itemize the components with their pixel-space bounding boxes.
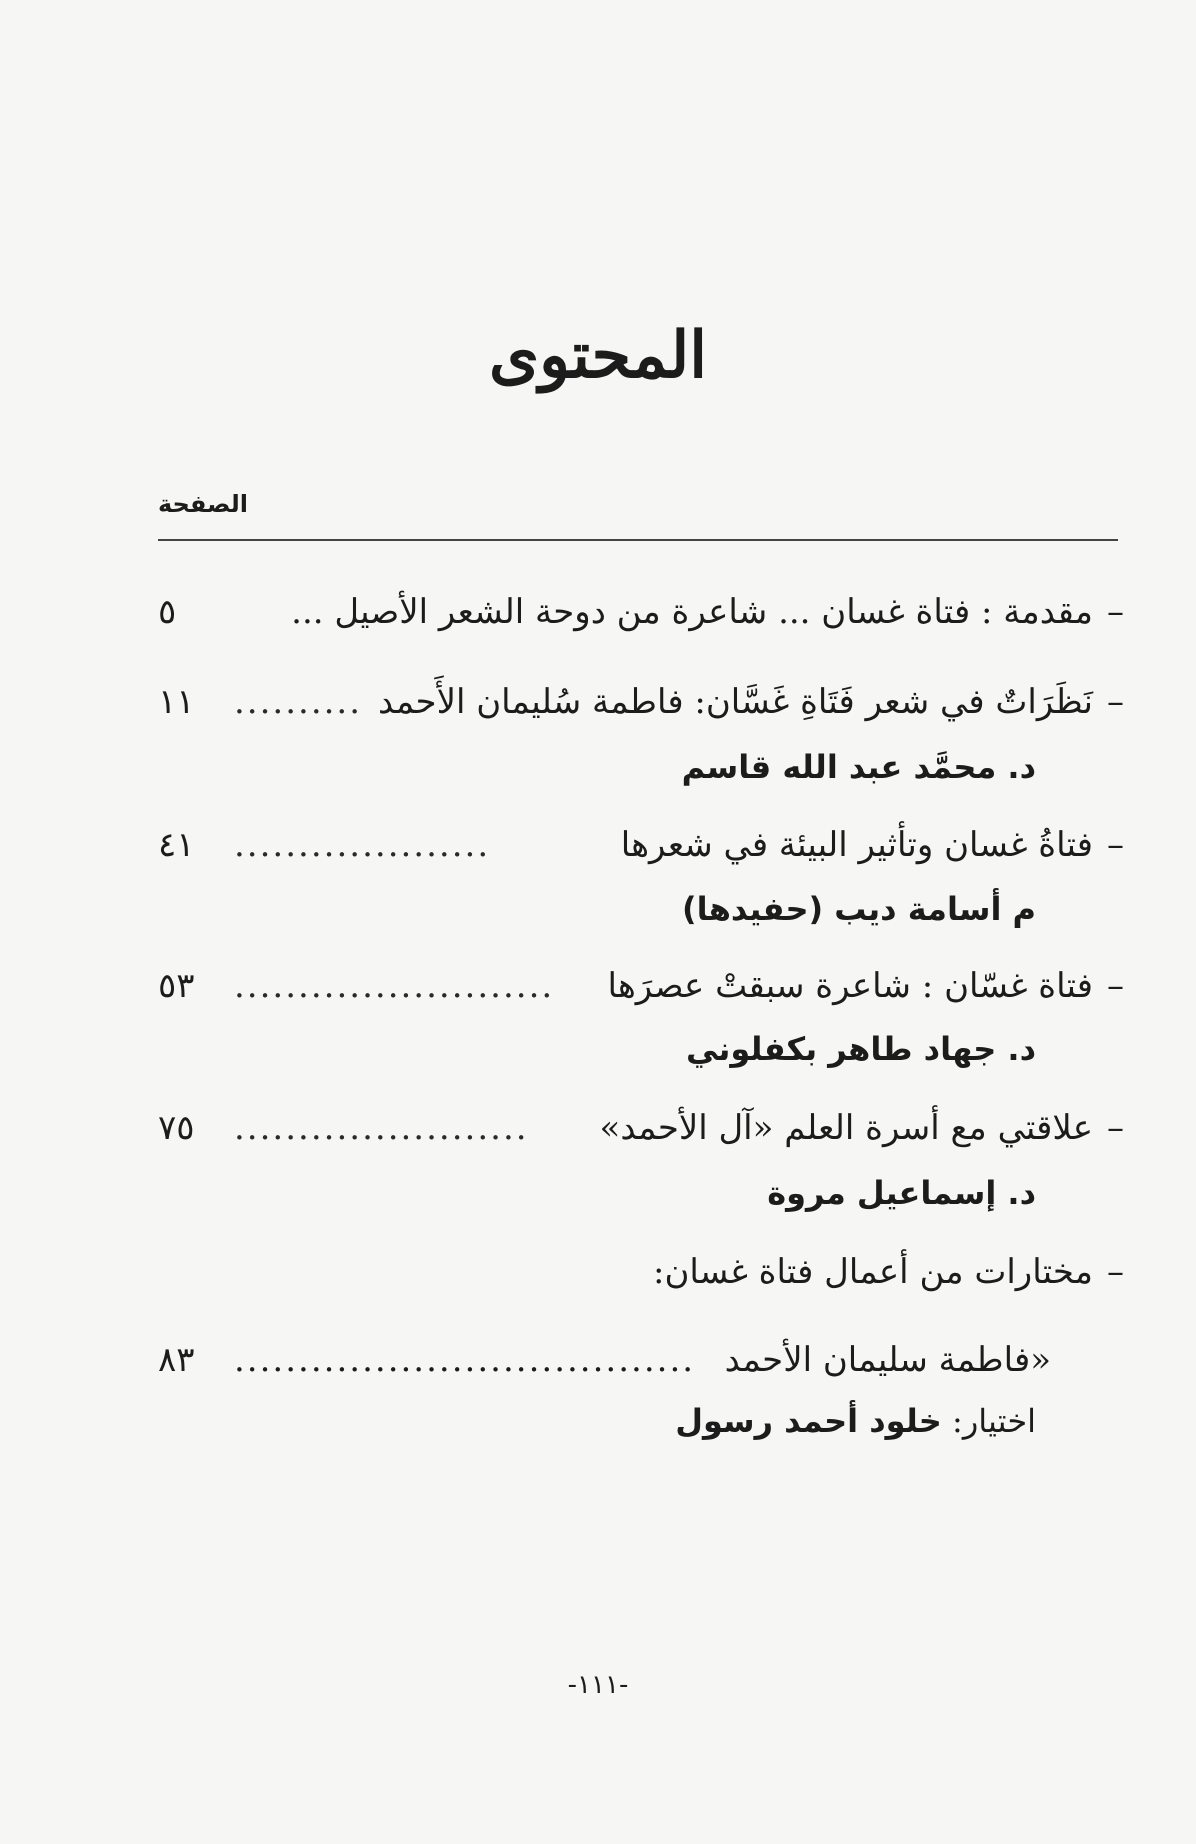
entry-title: «فاطمة سليمان الأحمد: [724, 1340, 1051, 1380]
entry-dash: –: [1107, 825, 1124, 865]
entry-leader: ....................................: [234, 1340, 696, 1380]
entry-author: د. محمَّد عبد الله قاسم: [681, 748, 1036, 786]
entry-author: د. إسماعيل مروة: [767, 1174, 1036, 1212]
toc-entry-glances: [158, 682, 1124, 723]
entry-title: مختارات من أعمال فتاة غسان:: [652, 1252, 1093, 1292]
toc-entry-ahead-of-time: [158, 966, 1124, 1007]
entry-title: فتاة غسّان : شاعرة سبقتْ عصرَها: [607, 966, 1093, 1006]
selection-prefix: اختيار:: [952, 1402, 1036, 1440]
toc-subentry-fatima: [158, 1340, 1051, 1381]
entry-title: مقدمة : فتاة غسان ... شاعرة من دوحة الشعر الأصيل ...: [291, 592, 1093, 632]
toc-entry-environment: [158, 825, 1124, 866]
toc-entry-intro: [158, 592, 1124, 633]
entry-page-number: ٥٣: [158, 966, 195, 1006]
entry-leader: ..........: [234, 682, 363, 722]
entry-page-number: ٥: [158, 592, 177, 632]
entry-leader: .........................: [234, 966, 555, 1006]
selection-name: خلود أحمد رسول: [675, 1402, 942, 1440]
entry-page-number: ١١: [158, 682, 195, 722]
entry-dash: –: [1107, 966, 1124, 1006]
entry-dash: –: [1107, 682, 1124, 722]
entry-dash: –: [1107, 1108, 1124, 1148]
toc-entry-selections: [158, 1252, 1124, 1293]
entry-page-number: ٧٥: [158, 1108, 195, 1148]
entry-dash: –: [1107, 1252, 1124, 1292]
entry-leader: ....................: [234, 825, 491, 865]
entry-leader: .......................: [234, 1108, 529, 1148]
page-number-footer: -١١١-: [567, 1670, 629, 1700]
entry-author: م أسامة ديب (حفيدها): [682, 890, 1036, 928]
entry-title: علاقتي مع أسرة العلم «آل الأحمد»: [599, 1108, 1093, 1148]
entry-title: فتاةُ غسان وتأثير البيئة في شعرها: [620, 825, 1093, 865]
entry-title: نَظَرَاتٌ في شعر فَتَاةِ غَسَّان: فاطمة سُليمان الأَحمد: [378, 682, 1093, 722]
toc-entry-relationship: [158, 1108, 1124, 1149]
entry-dash: –: [1107, 592, 1124, 632]
entry-page-number: ٤١: [158, 825, 195, 865]
entry-page-number: ٨٣: [158, 1340, 195, 1380]
page-column-label: الصفحة: [158, 490, 249, 518]
header-divider: [158, 539, 1118, 541]
page-title: المحتوى: [488, 318, 708, 393]
selection-credit: [675, 1402, 1036, 1440]
entry-author: د. جهاد طاهر بكفلوني: [685, 1030, 1036, 1068]
